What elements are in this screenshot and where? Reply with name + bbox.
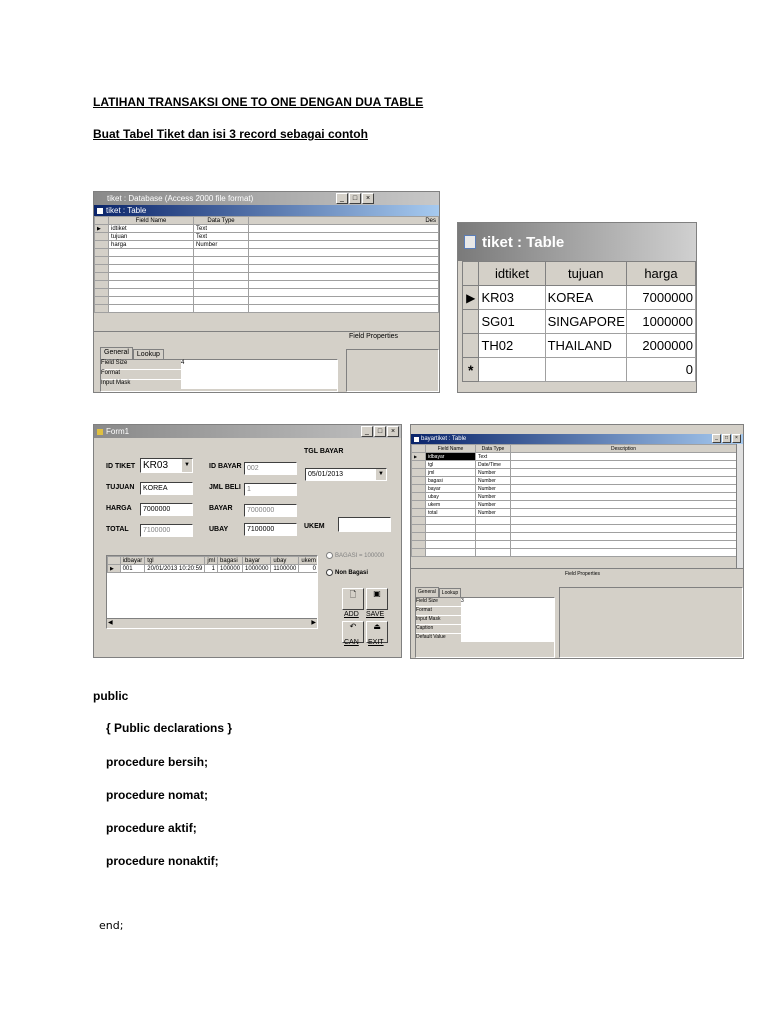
label-ubay: UBAY xyxy=(209,526,229,533)
column-header[interactable]: jml xyxy=(205,557,218,565)
empty-row[interactable] xyxy=(412,517,737,525)
id-tiket-combobox[interactable] xyxy=(140,458,193,473)
close-button[interactable]: × xyxy=(387,426,399,437)
field-row[interactable] xyxy=(95,241,439,249)
prop-value[interactable] xyxy=(181,370,337,379)
field-row[interactable] xyxy=(95,233,439,241)
data-type-cell[interactable]: Number xyxy=(476,469,511,477)
vertical-scrollbar[interactable] xyxy=(736,444,743,568)
bayartiket-titlebar xyxy=(411,434,743,444)
scroll-left-icon[interactable]: ◀ xyxy=(108,620,113,626)
table-design-titlebar xyxy=(94,205,439,216)
code-end: end; xyxy=(99,919,124,932)
label-id-bayar: ID BAYAR xyxy=(209,463,242,470)
maximize-button[interactable]: □ xyxy=(349,193,361,204)
column-header[interactable]: ukem xyxy=(299,557,318,565)
prop-name: Format xyxy=(416,607,432,613)
field-name-cell[interactable]: tujuan xyxy=(109,233,194,241)
field-row[interactable] xyxy=(412,501,737,509)
prop-value[interactable] xyxy=(181,380,337,389)
properties-tabs xyxy=(100,347,164,359)
datasheet-titlebar xyxy=(458,223,696,261)
datasheet-title: tiket : Table xyxy=(482,233,565,251)
tab-general[interactable]: General xyxy=(100,347,133,359)
column-header[interactable]: harga xyxy=(626,262,695,286)
data-type-cell[interactable]: Number xyxy=(476,501,511,509)
table-cell[interactable]: SINGAPORE xyxy=(545,310,626,334)
prop-name: Default Value xyxy=(416,634,446,640)
label-harga: HARGA xyxy=(106,505,132,512)
ukem-field[interactable] xyxy=(338,517,391,532)
field-name-cell[interactable]: ubay xyxy=(426,493,476,501)
id-tiket-value: KR03 xyxy=(143,460,169,471)
maximize-button[interactable]: □ xyxy=(374,426,386,437)
data-type-cell[interactable]: Number xyxy=(476,493,511,501)
datasheet-grid xyxy=(462,261,696,382)
data-type-cell[interactable]: Number xyxy=(476,485,511,493)
field-name-cell[interactable]: bayar xyxy=(426,485,476,493)
table-cell[interactable]: 0 xyxy=(626,358,695,382)
maximize-button[interactable]: □ xyxy=(722,434,731,443)
table-icon xyxy=(97,208,103,214)
field-row[interactable] xyxy=(412,453,737,461)
table-icon xyxy=(464,235,476,249)
column-header[interactable]: ubay xyxy=(271,557,299,565)
save-icon: ▣ xyxy=(373,589,381,598)
column-header[interactable]: tujuan xyxy=(545,262,626,286)
radio-non-bagasi-label: Non Bagasi xyxy=(335,569,369,576)
data-type-cell[interactable]: Number xyxy=(476,477,511,485)
field-name-cell[interactable]: ukem xyxy=(426,501,476,509)
description-header: Des xyxy=(249,217,439,225)
exit-label[interactable]: EXIT xyxy=(368,639,384,646)
prop-value[interactable] xyxy=(461,634,554,642)
current-record-icon: ▶ xyxy=(108,565,121,573)
column-header[interactable]: idbayar xyxy=(120,557,145,565)
bayar-field[interactable]: 7000000 xyxy=(244,504,297,517)
help-panel xyxy=(346,349,439,392)
prop-name: Field Size xyxy=(101,360,128,366)
column-header[interactable]: bagasi xyxy=(218,557,243,565)
table-cell[interactable]: 001 xyxy=(120,565,145,573)
radio-icon xyxy=(326,552,333,559)
table-cell[interactable]: 20/01/2013 10:20:59 xyxy=(145,565,205,573)
form1-title: Form1 xyxy=(106,427,130,436)
field-row[interactable] xyxy=(412,509,737,517)
code-procedure-bersih: procedure bersih; xyxy=(106,755,209,769)
document-title: LATIHAN TRANSAKSI ONE TO ONE DENGAN DUA TABLE xyxy=(93,95,424,109)
prop-value[interactable]: 4 xyxy=(181,360,337,369)
field-row[interactable] xyxy=(95,225,439,233)
undo-icon: ↶ xyxy=(349,622,357,631)
field-row[interactable] xyxy=(412,485,737,493)
table-cell[interactable] xyxy=(479,358,545,382)
add-label[interactable]: ADD xyxy=(344,611,359,618)
code-procedure-nonaktif: procedure nonaktif; xyxy=(106,854,219,868)
save-button[interactable] xyxy=(366,588,388,610)
document-subtitle: Buat Tabel Tiket dan isi 3 record sebagai contoh xyxy=(93,127,368,141)
radio-icon xyxy=(326,569,333,576)
code-procedure-nomat: procedure nomat; xyxy=(106,788,209,802)
harga-field[interactable]: 7000000 xyxy=(140,503,193,516)
database-titlebar xyxy=(94,192,439,205)
minimize-button[interactable]: _ xyxy=(336,193,348,204)
properties-panel xyxy=(415,597,555,658)
column-header[interactable]: idtiket xyxy=(479,262,545,286)
form-icon xyxy=(97,429,103,435)
data-type-cell[interactable]: Number xyxy=(194,241,249,249)
table-cell[interactable]: TH02 xyxy=(479,334,545,358)
table-cell[interactable]: KR03 xyxy=(479,286,545,310)
table-row[interactable] xyxy=(108,565,319,573)
tab-lookup[interactable]: Lookup xyxy=(439,588,461,597)
empty-row[interactable] xyxy=(95,249,439,257)
close-button[interactable]: × xyxy=(732,434,741,443)
add-button[interactable] xyxy=(342,588,364,610)
new-record-row[interactable] xyxy=(463,358,696,382)
prop-name: Field Size xyxy=(416,598,438,604)
table-cell[interactable]: 7000000 xyxy=(626,286,695,310)
save-label[interactable]: SAVE xyxy=(366,611,385,618)
scroll-right-icon[interactable]: ▶ xyxy=(311,620,316,626)
total-field[interactable]: 7100000 xyxy=(140,524,193,537)
empty-row[interactable] xyxy=(412,541,737,549)
empty-row[interactable] xyxy=(412,533,737,541)
label-bayar: BAYAR xyxy=(209,505,233,512)
tgl-bayar-value: 05/01/2013 xyxy=(308,471,344,478)
id-bayar-field[interactable]: 002 xyxy=(244,462,297,475)
tiket-datasheet-window xyxy=(457,222,697,393)
current-record-icon: ▶ xyxy=(463,286,479,310)
empty-row[interactable] xyxy=(95,305,439,313)
chevron-down-icon[interactable]: ▼ xyxy=(376,469,386,480)
description-cell[interactable] xyxy=(249,225,439,233)
minimize-button[interactable]: _ xyxy=(361,426,373,437)
bayartiket-design-window xyxy=(410,424,744,659)
jml-beli-field[interactable]: 1 xyxy=(244,483,297,496)
new-document-icon: 🗋 xyxy=(349,590,357,599)
description-cell[interactable] xyxy=(249,233,439,241)
label-jml-beli: JML BELI xyxy=(209,484,241,491)
code-public: public xyxy=(93,689,129,703)
prop-value[interactable] xyxy=(461,625,554,633)
description-header: Description xyxy=(511,445,737,453)
radio-non-bagasi[interactable] xyxy=(326,569,368,576)
row-selector-header xyxy=(463,262,479,286)
database-window-title: tiket : Database (Access 2000 file format) xyxy=(107,194,254,203)
table-row[interactable] xyxy=(463,286,696,310)
form1-window xyxy=(93,424,402,658)
table-row[interactable] xyxy=(463,310,696,334)
prop-value[interactable] xyxy=(461,616,554,624)
data-type-header: Data Type xyxy=(476,445,511,453)
minimize-button[interactable]: _ xyxy=(712,434,721,443)
table-cell[interactable]: THAILAND xyxy=(545,334,626,358)
table-cell[interactable]: SG01 xyxy=(479,310,545,334)
code-comment: { Public declarations } xyxy=(106,721,233,735)
empty-row[interactable] xyxy=(95,265,439,273)
field-name-cell[interactable]: idbayar xyxy=(426,453,476,461)
field-name-header: Field Name xyxy=(426,445,476,453)
empty-row[interactable] xyxy=(95,289,439,297)
table-row[interactable] xyxy=(463,334,696,358)
payment-grid[interactable] xyxy=(106,555,318,629)
key-icon: ▶ xyxy=(412,453,426,461)
help-panel xyxy=(559,587,743,658)
column-header[interactable]: tgl xyxy=(145,557,205,565)
data-type-cell[interactable]: Text xyxy=(194,233,249,241)
key-icon: ▶ xyxy=(95,225,109,233)
field-properties-label: Field Properties xyxy=(565,571,601,577)
prop-value[interactable]: 3 xyxy=(461,598,554,606)
table-icon xyxy=(414,437,419,442)
new-record-icon: * xyxy=(463,358,479,382)
tgl-bayar-datepicker[interactable] xyxy=(305,468,387,481)
table-cell[interactable] xyxy=(545,358,626,382)
data-type-cell[interactable]: Date/Time xyxy=(476,461,511,469)
field-name-cell[interactable]: tgl xyxy=(426,461,476,469)
table-cell[interactable]: 1000000 xyxy=(243,565,271,573)
data-type-cell[interactable]: Number xyxy=(476,509,511,517)
bayartiket-title: bayartiket : Table xyxy=(421,436,467,442)
label-ukem: UKEM xyxy=(304,523,325,530)
empty-row[interactable] xyxy=(412,525,737,533)
chevron-down-icon[interactable]: ▼ xyxy=(182,459,192,472)
field-name-cell[interactable]: harga xyxy=(109,241,194,249)
data-type-cell[interactable]: Text xyxy=(476,453,511,461)
field-row[interactable] xyxy=(412,461,737,469)
tab-general[interactable]: General xyxy=(415,587,439,597)
label-tujuan: TUJUAN xyxy=(106,484,135,491)
radio-bagasi[interactable] xyxy=(326,552,384,559)
data-type-header: Data Type xyxy=(194,217,249,225)
empty-row[interactable] xyxy=(412,549,737,557)
form1-titlebar xyxy=(94,425,401,438)
label-tgl-bayar: TGL BAYAR xyxy=(304,448,344,455)
field-row[interactable] xyxy=(412,493,737,501)
field-name-cell[interactable]: bagasi xyxy=(426,477,476,485)
tujuan-field[interactable]: KOREA xyxy=(140,482,193,495)
empty-row[interactable] xyxy=(95,281,439,289)
prop-name: Input Mask xyxy=(416,616,441,622)
table-cell[interactable]: 1100000 xyxy=(271,565,299,573)
properties-panel xyxy=(100,359,338,392)
close-button[interactable]: × xyxy=(362,193,374,204)
table-cell[interactable]: 2000000 xyxy=(626,334,695,358)
field-name-cell[interactable]: total xyxy=(426,509,476,517)
code-procedure-aktif: procedure aktif; xyxy=(106,821,197,835)
label-id-tiket: ID TIKET xyxy=(106,463,136,470)
field-grid xyxy=(94,216,439,313)
prop-name: Format xyxy=(101,370,121,376)
table-cell[interactable]: 100000 xyxy=(218,565,243,573)
tab-lookup[interactable]: Lookup xyxy=(133,349,164,359)
table-cell[interactable]: 1000000 xyxy=(626,310,695,334)
empty-row[interactable] xyxy=(95,257,439,265)
field-name-header: Field Name xyxy=(109,217,194,225)
properties-tabs xyxy=(415,587,461,597)
prop-value[interactable] xyxy=(461,607,554,615)
table-design-title: tiket : Table xyxy=(106,206,147,215)
field-properties-label: Field Properties xyxy=(349,333,399,340)
tiket-design-window xyxy=(93,191,440,393)
field-row[interactable] xyxy=(412,477,737,485)
field-row[interactable] xyxy=(412,469,737,477)
label-total: TOTAL xyxy=(106,526,129,533)
cancel-label[interactable]: CAN xyxy=(344,639,359,646)
prop-name: Caption xyxy=(416,625,434,631)
data-type-cell[interactable]: Text xyxy=(194,225,249,233)
row-selector-header xyxy=(95,217,109,225)
table-cell[interactable]: 1 xyxy=(205,565,218,573)
prop-name: Input Mask xyxy=(101,380,131,386)
table-cell[interactable]: KOREA xyxy=(545,286,626,310)
empty-row[interactable] xyxy=(95,273,439,281)
exit-icon: ⏏ xyxy=(373,622,381,631)
description-cell[interactable] xyxy=(249,241,439,249)
field-name-cell[interactable]: jml xyxy=(426,469,476,477)
table-cell[interactable]: 0 xyxy=(299,565,318,573)
ubay-field[interactable]: 7100000 xyxy=(244,523,297,536)
empty-row[interactable] xyxy=(95,297,439,305)
radio-bagasi-label: BAGASI = 100000 xyxy=(335,552,385,559)
horizontal-scrollbar[interactable] xyxy=(107,618,317,628)
field-grid xyxy=(411,444,737,557)
field-name-cell[interactable]: idtiket xyxy=(109,225,194,233)
column-header[interactable]: bayar xyxy=(243,557,271,565)
